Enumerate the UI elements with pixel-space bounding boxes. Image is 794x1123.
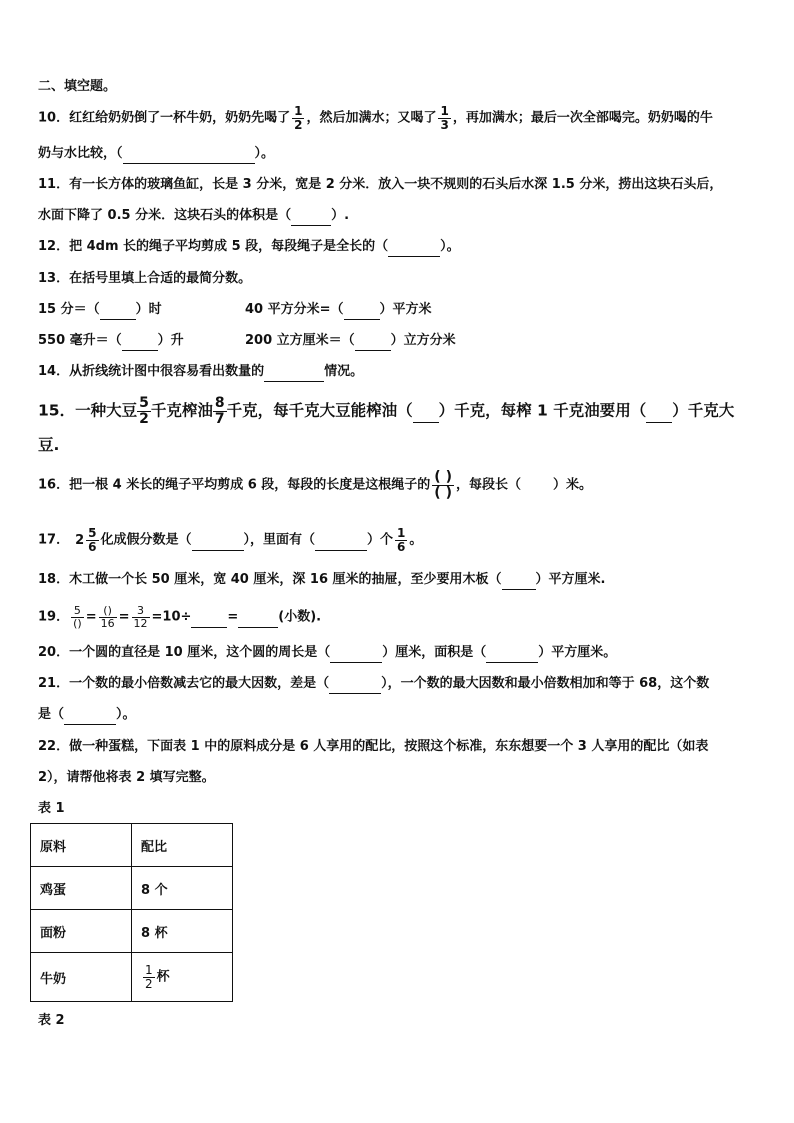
- question-10-line2: 奶与水比较，（ ）。: [38, 145, 274, 164]
- ratio-cell: $\frac{1}{2}$ 杯: [132, 953, 233, 1002]
- question-17: 17． 2 $\frac{5}{6}$ 化成假分数是（ ），里面有（ ）个 $\frac{1}{6}$ 。: [38, 526, 423, 554]
- answer-blank[interactable]: [521, 477, 553, 495]
- answer-blank[interactable]: [355, 332, 391, 351]
- question-11-line1: 11．有一长方体的玻璃鱼缸，长是 3 分米，宽是 2 分米．放入一块不规则的石头后水深 1.5 分米，捞出这块石头后，: [38, 177, 723, 192]
- table-1-caption: 表 1: [38, 801, 65, 816]
- fraction-blank-over-sixteen: $\frac{()}{16}$: [100, 604, 115, 630]
- fraction-eight-sevenths: $\frac{8}{7}$: [214, 395, 225, 427]
- table-2-caption: 表 2: [38, 1013, 65, 1028]
- question-16: 16．把一根 4 米长的绳子平均剪成 6 段，每段的长度是这根绳子的 $\frac{( )}{( )}$ ，每段长（ ）米。: [38, 469, 592, 501]
- answer-blank[interactable]: [264, 363, 324, 382]
- question-18: 18．木工做一个长 50 厘米，宽 40 厘米，深 16 厘米的抽屉，至少要用木板（ ）平方厘米.: [38, 571, 605, 590]
- fraction-one-half: $\frac{1}{2}$: [145, 962, 153, 991]
- answer-blank[interactable]: [238, 609, 278, 628]
- question-21-line1: 21．一个数的最小倍数减去它的最大因数，差是（ ），一个数的最大因数和最小倍数相加和等于 68，这个数: [38, 675, 709, 694]
- fraction-one-third: $\frac{1}{3}$: [440, 104, 449, 132]
- table-header-row: [31, 824, 233, 867]
- question-22-line1: 22．做一种蛋糕，下面表 1 中的原料成分是 6 人享用的配比，按照这个标准，东东想要一个 3 人享用的配比（如表: [38, 739, 709, 754]
- answer-blank[interactable]: [502, 571, 536, 590]
- fraction-three-twelfths: $\frac{3}{12}$: [133, 604, 148, 630]
- answer-blank[interactable]: [64, 706, 116, 725]
- answer-blank[interactable]: [344, 301, 380, 320]
- table-row: [31, 910, 233, 953]
- table-row: [31, 953, 233, 1002]
- question-21-line2: 是（ ）。: [38, 706, 136, 725]
- question-13-row2b: 200 立方厘米＝（ ）立方分米: [245, 332, 456, 351]
- question-13-title: 13．在括号里填上合适的最简分数。: [38, 271, 252, 286]
- fraction-blank[interactable]: $\frac{( )}{( )}$: [434, 469, 452, 501]
- fraction-five-sixths: $\frac{5}{6}$: [88, 526, 97, 554]
- answer-blank[interactable]: [330, 644, 382, 663]
- answer-blank[interactable]: [192, 532, 244, 551]
- answer-blank[interactable]: [291, 207, 331, 226]
- question-12: 12．把 4dm 长的绳子平均剪成 5 段，每段绳子是全长的（ ）。: [38, 238, 460, 257]
- header-cell: 原料: [31, 824, 132, 867]
- answer-blank[interactable]: [388, 238, 440, 257]
- question-15-line1: 15．一种大豆 $\frac{5}{2}$ 千克榨油 $\frac{8}{7}$ 千克，每千克大豆能榨油（ ）千克，每榨 1 千克油要用（ ）千克大: [38, 395, 735, 427]
- answer-blank[interactable]: [191, 609, 227, 628]
- answer-blank[interactable]: [413, 400, 439, 423]
- fraction-one-half: $\frac{1}{2}$: [294, 104, 303, 132]
- answer-blank[interactable]: [123, 145, 255, 164]
- answer-blank[interactable]: [646, 400, 672, 423]
- question-13-row2a: 550 毫升＝（ ）升: [38, 332, 184, 351]
- question-22-line2: 2），请帮他将表 2 填写完整。: [38, 770, 215, 785]
- fraction-five-halves: $\frac{5}{2}$: [139, 395, 149, 427]
- question-13-row1a: 15 分＝（ ）时: [38, 301, 162, 320]
- question-20: 20．一个圆的直径是 10 厘米，这个圆的周长是（ ）厘米，面积是（ ）平方厘米。: [38, 644, 616, 663]
- answer-blank[interactable]: [100, 301, 136, 320]
- answer-blank[interactable]: [122, 332, 158, 351]
- question-10-line1: 10．红红给奶奶倒了一杯牛奶，奶奶先喝了 $\frac{1}{2}$ ，然后加满水；又喝了 $\frac{1}{3}$ ，再加满水；最后一次全部喝完。奶奶喝的牛: [38, 104, 713, 132]
- ingredient-cell: 鸡蛋: [31, 867, 132, 910]
- header-cell: 配比: [132, 824, 233, 867]
- question-14: 14．从折线统计图中很容易看出数量的 情况。: [38, 363, 363, 382]
- ratio-cell: 8 个: [132, 867, 233, 910]
- fraction-five-over-blank: $\frac{5}{()}$: [73, 604, 82, 630]
- question-19: 19． $\frac{5}{()}$ = $\frac{()}{16}$ = $\frac{3}{12}$ =10÷ = (小数).: [38, 604, 322, 630]
- section-heading: 二、填空题。: [38, 79, 117, 94]
- question-13-row1b: 40 平方分米=（ ）平方米: [245, 301, 432, 320]
- ingredient-cell: 面粉: [31, 910, 132, 953]
- ratio-cell: 8 杯: [132, 910, 233, 953]
- question-15-line2: 豆.: [38, 436, 60, 454]
- answer-blank[interactable]: [486, 644, 538, 663]
- answer-blank[interactable]: [329, 675, 381, 694]
- ingredient-cell: 牛奶: [31, 953, 132, 1002]
- fraction-one-sixth: $\frac{1}{6}$: [397, 526, 406, 554]
- answer-blank[interactable]: [315, 532, 367, 551]
- table-row: [31, 867, 233, 910]
- recipe-table-1: [30, 823, 233, 1002]
- question-11-line2: 水面下降了 0.5 分米．这块石头的体积是（ ）.: [38, 207, 349, 226]
